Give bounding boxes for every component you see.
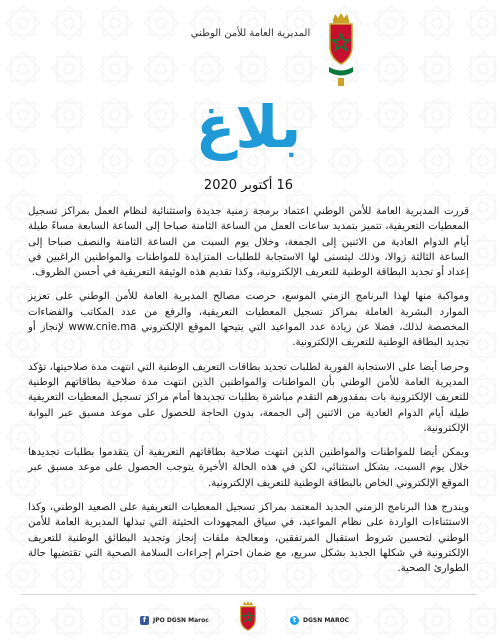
announcement-heading	[0, 93, 497, 161]
facebook-link[interactable]	[140, 616, 209, 625]
body-paragraph-1: قررت المديرية العامة للأمن الوطني اعتماد برمجة زمنية جديدة واستثنائية لنظام العمل بمراكز تسجيل المعطيات التعريفية، تتميز بتمديد ساعات العمل من الساعة الثامنة صباحا إلى الساعة السابعة مساءً طيلة أيام الدوام العادية من الاثنين إلى الجمعة، وخلال يوم السبت من الساعة الثامنة والنصف صباحا إلى الساعة الثالثة زوالا، وذلك ليتسنى لها الاستجابة للطلبات المتزايدة للمواطنات والمواطنين الراغبين في إعداد أو تجديد البطاقة الوطنية للتعريف الإلكترونية، وكذا تقديم هذه الوثيقة التعريفية في أحسن الظروف.	[28, 206, 469, 279]
body-paragraph-2: ومواكبة منها لهذا البرنامج الزمني الموسع، حرصت مصالح المديرية العامة للأمن الوطني على تعزيز الموارد البشرية العاملة بمراكز تسجيل المعطيات التعريفية، والرفع من عدد المكاتب والفضاءات المخصصة لذلك، فضلا عن زيادة عدد المواعيد التي يتيحها الموقع الإلكتروني www.cnie.ma لإنجاز أو تجديد البطاقة الوطنية للتعريف الإلكترونية.	[28, 291, 469, 349]
dgsn-emblem-icon	[326, 12, 356, 90]
body-paragraph-5: ويندرج هذا البرنامج الزمني الجديد المعتمد بمراكز تسجيل المعطيات التعريفية على الصعيد الوطني، وكذا الاستثناءات الواردة على نظام المواعيد، في سياق المجهودات الحثيثة التي تبذلها المديرية العامة للأمن الوطني لتحسين شروط استقبال المرتفقين، ومعالجة ملفات إنجاز وتجديد البطائق الوطنية للتعريف الإلكترونية في شكلها الجديد بشكل سريع، مع ضمان احترام إجراءات السلامة الصحية التي تقتضيها حالة الطوارئ الصحية.	[28, 502, 469, 575]
announcement-word: بلاغ	[195, 93, 302, 161]
footer-divider	[20, 594, 477, 595]
dgsn-emblem-icon	[237, 600, 259, 634]
organization-title: المديرية العامة للأمن الوطني	[190, 28, 311, 39]
twitter-icon: t	[290, 616, 299, 625]
body-paragraph-4: ويمكن أيضا للمواطنات والمواطنين الذين انتهت صلاحية بطاقاتهم التعريفية أن يتقدموا بطلبات تجديدها خلال يوم السبت، بشكل استثنائي، لكن في هذه الحالة الأخيرة يتوجب الحصول على موعد مسبق عبر الموقع الإلكتروني الخاص بالبطاقة الوطنية للتعريف الإلكترونية.	[28, 447, 469, 489]
facebook-icon: f	[140, 616, 149, 625]
footer	[0, 594, 497, 640]
document-date: 16 أكتوبر 2020	[203, 178, 294, 193]
twitter-handle: DGSN MAROC	[303, 617, 350, 624]
header	[0, 10, 497, 90]
facebook-handle: JPO DGSN Maroc	[153, 617, 209, 624]
document-body	[28, 204, 469, 586]
twitter-link[interactable]	[290, 616, 349, 625]
body-paragraph-3: وحرصا أيضا على الاستجابة الفورية لطلبات تجديد بطاقات التعريف الوطنية التي انتهت مدة صلاحيتها، تؤكد المديرية العامة للأمن الوطني بأن المواطنات والمواطنين الذين انتهت مدة صلاحية بطاقاتهم الوطنية للتعريف الإلكترونية بات بمقدورهم التقدم مباشرة بطلبات تجديدها أمام مراكز تسجيل المعطيات التعريفية طيلة أيام الدوام العادية من الاثنين إلى الجمعة، بدون الحاجة للحصول على موعد مسبق عبر البوابة الإلكترونية.	[28, 361, 469, 434]
